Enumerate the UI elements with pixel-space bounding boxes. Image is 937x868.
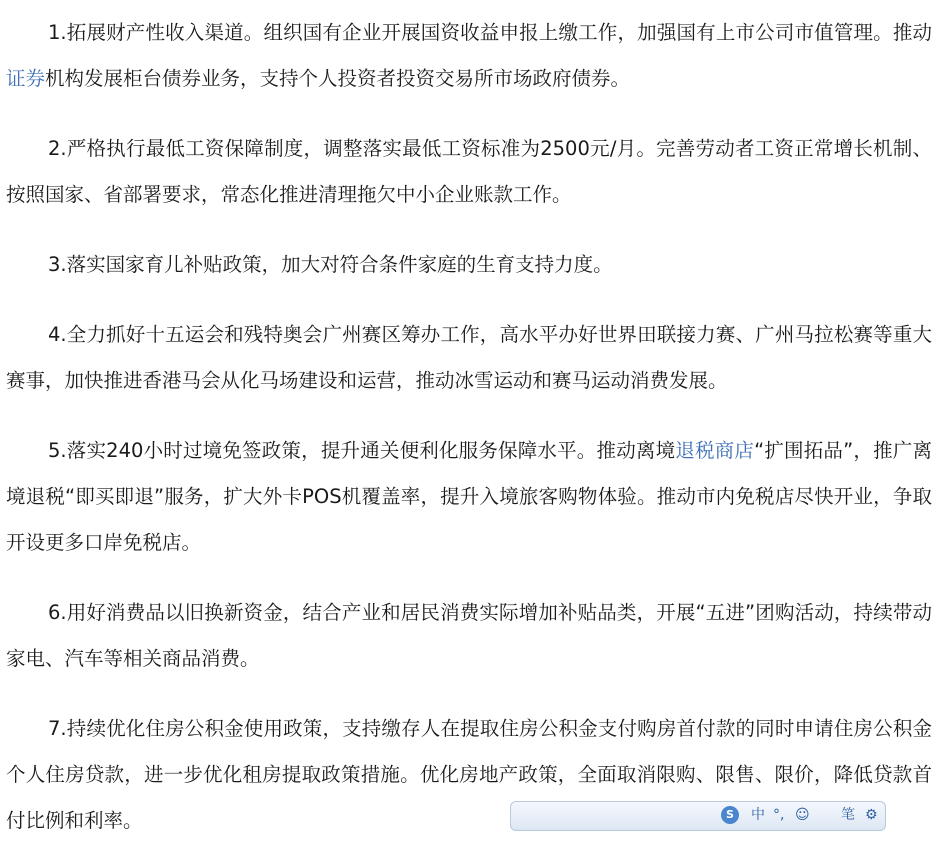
paragraph-7: 7.持续优化住房公积金使用政策，支持缴存人在提取住房公积金支付购房首付款的同时申请住房公积金个人住房贷款，进一步优化租房提取政策措施。优化房地产政策，全面取消限购、限售、限价，降低贷款首付比例和利率。 bbox=[6, 717, 932, 832]
ime-logo-icon[interactable]: S bbox=[721, 806, 739, 824]
paragraph-3: 3.落实国家育儿补贴政策，加大对符合条件家庭的生育支持力度。 bbox=[48, 253, 613, 276]
paragraph-5-text-before: 5.落实240小时过境免签政策，提升通关便利化服务保障水平。推动离境 bbox=[48, 439, 676, 462]
paragraph-1-text-before: 1.拓展财产性收入渠道。组织国有企业开展国资收益申报上缴工作，加强国有上市公司市值管理。推动 bbox=[48, 21, 932, 44]
paragraph-4: 4.全力抓好十五运会和残特奥会广州赛区筹办工作，高水平办好世界田联接力赛、广州马拉松赛等重大赛事，加快推进香港马会从化马场建设和运营，推动冰雪运动和赛马运动消费发展。 bbox=[6, 323, 932, 392]
paragraph-1 bbox=[6, 10, 932, 102]
ime-mode-toggle[interactable]: 中 bbox=[751, 807, 765, 823]
paragraph-1-text-after: 机构发展柜台债券业务，支持个人投资者投资交易所市场政府债券。 bbox=[45, 67, 631, 90]
ime-toolbar[interactable] bbox=[510, 801, 886, 831]
ime-settings-icon[interactable]: ⚙ bbox=[865, 807, 878, 823]
paragraph-6: 6.用好消费品以旧换新资金，结合产业和居民消费实际增加补贴品类，开展“五进”团购活动，持续带动家电、汽车等相关商品消费。 bbox=[6, 601, 932, 670]
ime-emoji-icon[interactable]: ☺ bbox=[795, 807, 810, 823]
article-body bbox=[6, 10, 932, 868]
paragraph-2: 2.严格执行最低工资保障制度，调整落实最低工资标准为2500元/月。完善劳动者工资正常增长机制、按照国家、省部署要求，常态化推进清理拖欠中小企业账款工作。 bbox=[6, 137, 932, 206]
ime-handwriting-icon[interactable]: 笔 bbox=[841, 807, 855, 823]
ime-punctuation-toggle[interactable]: °, bbox=[773, 807, 785, 823]
securities-link[interactable]: 证券 bbox=[6, 67, 46, 90]
tax-refund-store-link[interactable]: 退税商店 bbox=[675, 439, 755, 462]
paragraph-5-text-after: “扩围拓品”，推广离境退税“即买即退”服务，扩大外卡POS机覆盖率，提升入境旅客购物体验。推动市内免税店尽快开业，争取开设更多口岸免税店。 bbox=[6, 439, 932, 554]
paragraph-5 bbox=[6, 428, 932, 566]
